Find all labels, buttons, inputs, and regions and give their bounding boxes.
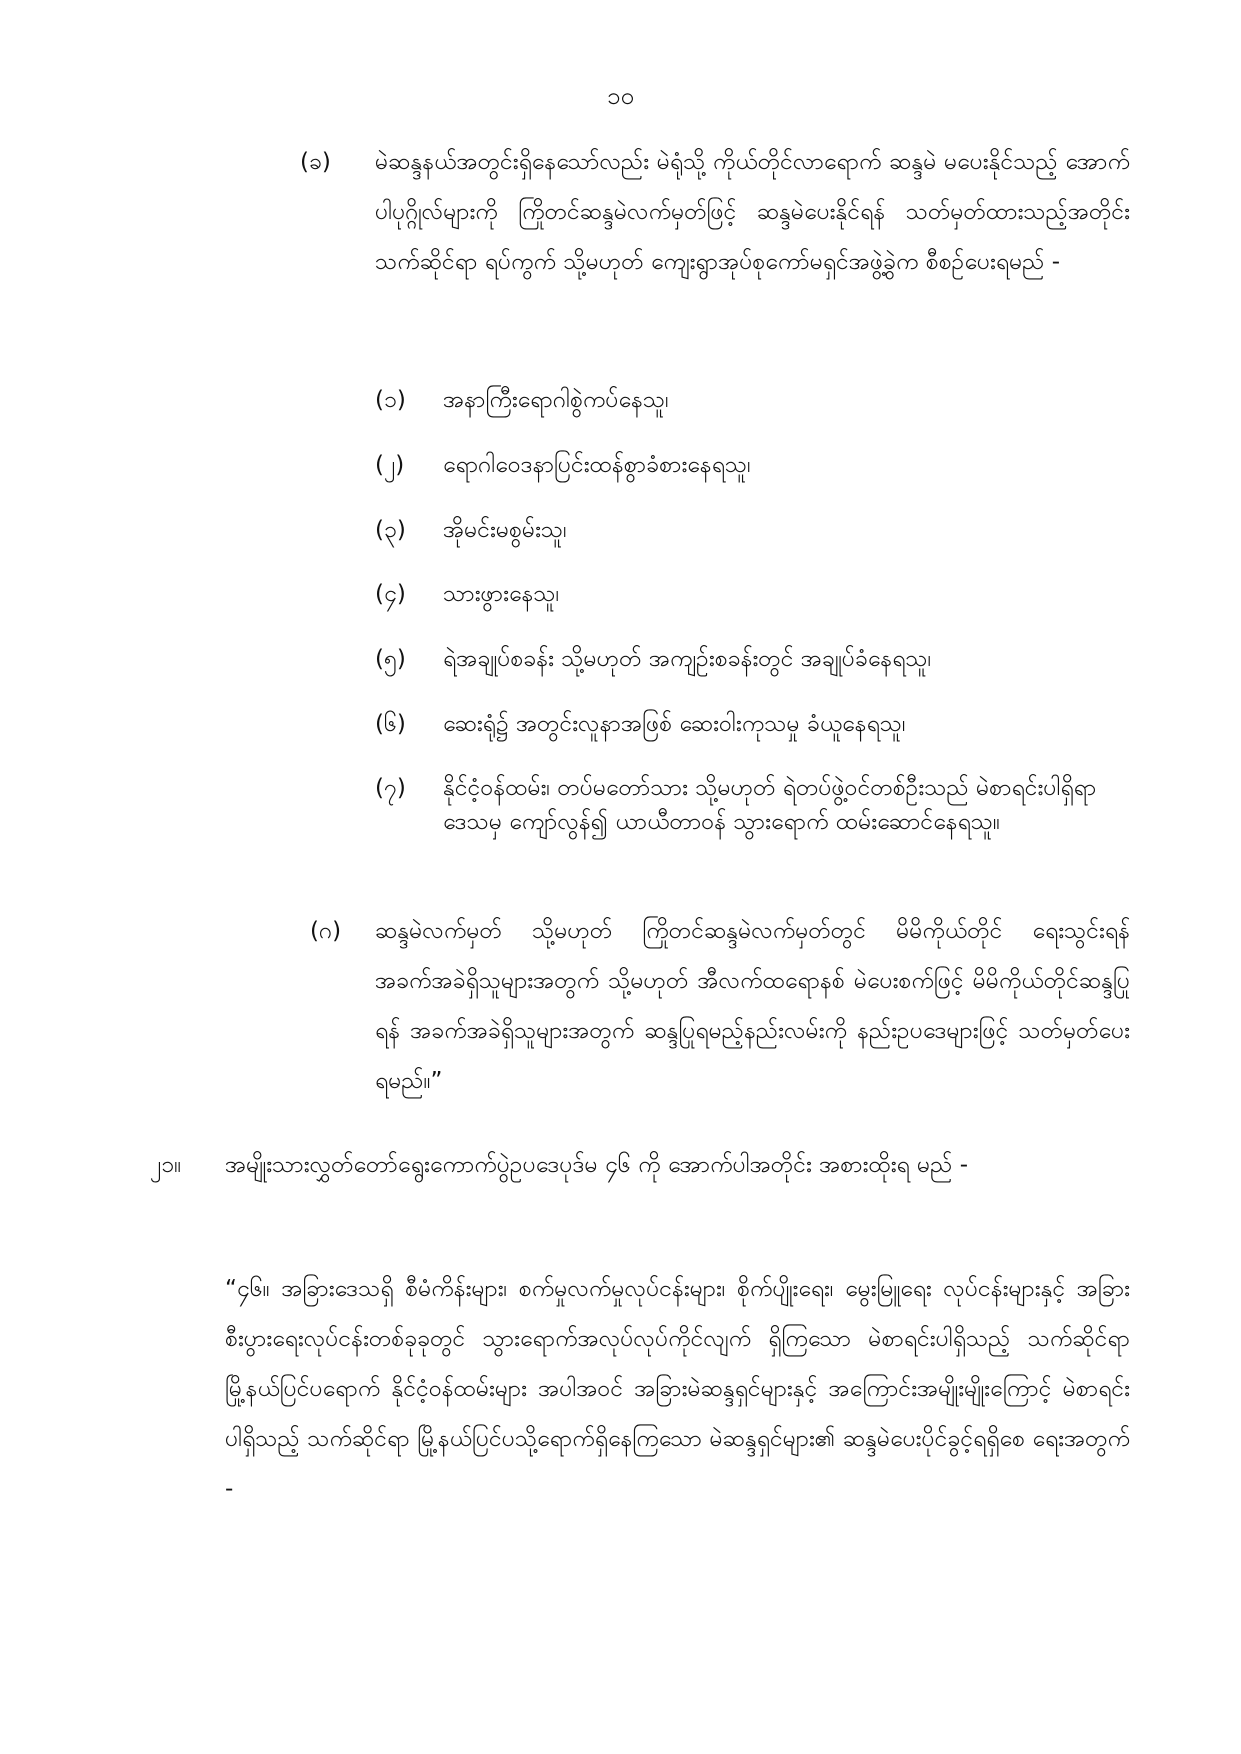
sub-item-text: ရဲအချုပ်စခန်း သို့မဟုတ် အကျဉ်းစခန်းတွင် အချုပ်ခံနေရသူ၊ bbox=[443, 646, 932, 672]
sub-item-text: နိုင်ငံ့ဝန်ထမ်း၊ တပ်မတော်သား သို့မဟုတ် ရဲတပ်ဖွဲ့ဝင်တစ်ဦးသည် မဲစာရင်းပါရှိရာဒေသမှ ကျော်လွန်၍ ယာယီတာဝန် သွားရောက် ထမ်းဆောင်နေရသူ။ bbox=[443, 775, 1097, 835]
sub-item-text: အနာကြီးရောဂါစွဲကပ်နေသူ၊ bbox=[443, 387, 669, 413]
sub-item-text: အိုမင်းမစွမ်းသူ၊ bbox=[443, 517, 567, 543]
sub-item-number: (၇) bbox=[375, 775, 406, 801]
sub-item-number: (၃) bbox=[375, 517, 406, 543]
clause-ga-marker: (ဂ) bbox=[310, 918, 342, 944]
section-21-marker: ၂၁။ bbox=[150, 1152, 182, 1178]
section-46-text: “၄၆။ အခြားဒေသရှိ စီမံကိန်းများ၊ စက်မှုလက်မှုလုပ်ငန်းများ၊ စိုက်ပျိုးရေး၊ မွေးမြူရေး လုပ်ငန်းများနှင့် အခြားစီးပွားရေးလုပ်ငန်းတစ်ခုခုတွင် သွားရောက်အလုပ်လုပ်ကိုင်လျက် ရှိကြသော မဲစာရင်းပါရှိသည့် သက်ဆိုင်ရာ မြို့နယ်ပြင်ပရောက် နိုင်ငံ့ဝန်ထမ်းများ အပါအဝင် အခြားမဲဆန္ဒရှင်များနှင့် အကြောင်းအမျိုးမျိုးကြောင့် မဲစာရင်းပါရှိသည့် သက်ဆိုင်ရာ မြို့နယ်ပြင်ပသို့ရောက်ရှိနေကြသော မဲဆန္ဒရှင်များ၏ ဆန္ဒမဲပေးပိုင်ခွင့်ရရှိစေ ရေးအတွက် - bbox=[225, 1276, 1130, 1502]
sub-item-number: (၅) bbox=[375, 646, 406, 672]
sub-item-text: သားဖွားနေသူ၊ bbox=[443, 581, 560, 607]
clause-ga-text: ဆန္ဒမဲလက်မှတ် သို့မဟုတ် ကြိုတင်ဆန္ဒမဲလက်မှတ်တွင် မိမိကိုယ်တိုင် ရေးသွင်းရန် အခက်အခဲရှိသူများအတွက် သို့မဟုတ် အီလက်ထရောနစ် မဲပေးစက်ဖြင့် မိမိကိုယ်တိုင်ဆန္ဒပြုရန် အခက်အခဲရှိသူများအတွက် ဆန္ဒပြုရမည့်နည်းလမ်းကို နည်းဥပဒေများဖြင့် သတ်မှတ်ပေးရမည်။” bbox=[375, 918, 1130, 1094]
section-21-text: အမျိုးသားလွှတ်တော်ရွေးကောက်ပွဲဥပဒေပုဒ်မ ၄၆ ကို အောက်ပါအတိုင်း အစားထိုးရ မည် - bbox=[225, 1152, 969, 1178]
clause-kha-marker: (ခ) bbox=[300, 149, 331, 175]
sub-item-number: (၁) bbox=[375, 387, 406, 413]
sub-item-number: (၄) bbox=[375, 581, 406, 607]
sub-item-number: (၂) bbox=[375, 452, 405, 478]
sub-item-number: (၆) bbox=[375, 711, 406, 737]
clause-kha-text: မဲဆန္ဒနယ်အတွင်းရှိနေသော်လည်း မဲရုံသို့ ကိုယ်တိုင်လာရောက် ဆန္ဒမဲ မပေးနိုင်သည့် အောက်ပါပုဂ္ဂိုလ်များကို ကြိုတင်ဆန္ဒမဲလက်မှတ်ဖြင့် ဆန္ဒမဲပေးနိုင်ရန် သတ်မှတ်ထားသည့်အတိုင်း သက်ဆိုင်ရာ ရပ်ကွက် သို့မဟုတ် ကျေးရွာအုပ်စုကော်မရှင်အဖွဲ့ခွဲက စီစဉ်ပေးရမည် - bbox=[375, 149, 1130, 275]
sub-item-text: ရောဂါဝေဒနာပြင်းထန်စွာခံစားနေရသူ၊ bbox=[443, 452, 751, 478]
sub-item-text: ဆေးရုံ၌ အတွင်းလူနာအဖြစ် ဆေးဝါးကုသမှု ခံယူနေရသူ၊ bbox=[443, 711, 906, 737]
page-number: ၁၀ bbox=[607, 82, 634, 110]
